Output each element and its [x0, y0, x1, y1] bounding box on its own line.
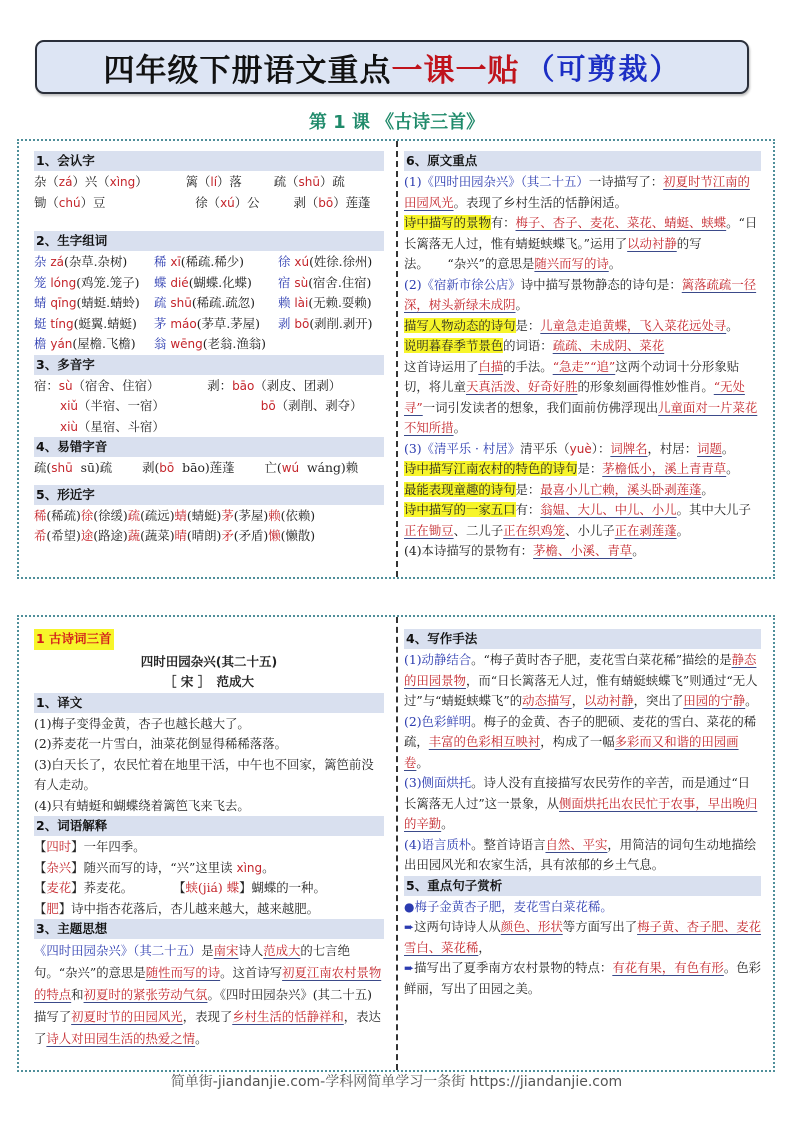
term-item: 【麦花】荞麦花。 【蛱(jiá) 蝶】蝴蝶的一种。: [34, 880, 326, 895]
right-column: [404, 629, 761, 999]
left-column: [34, 151, 384, 547]
column-divider: [396, 617, 398, 1070]
poem-title: 四时田园杂兴(其二十五): [140, 653, 278, 669]
technique-paragraph: (2)色彩鲜明。梅子的金黄、杏子的肥硕、麦花的雪白、菜花的稀疏，丰富的色彩相互映衬，构成了一幅多彩而又和谐的田园画卷。: [404, 713, 757, 770]
translation-line: (1)梅子变得金黄，杏子也越长越大了。: [34, 715, 250, 731]
recognize-row: 锄（chú）豆 徐（xú）公 剥（bō）莲蓬: [34, 194, 371, 210]
unit-badge: 1 古诗词三首: [34, 629, 114, 650]
word-group-item: 蜓 tíng(蜓翼.蜻蜓): [34, 315, 137, 331]
similar-char-item: 晴(晴朗): [174, 528, 222, 543]
analysis-line: ➨描写出了夏季南方农村景物的特点：有花有果，有色有形。色彩鲜丽，写出了田园之美。: [404, 960, 761, 996]
similar-char-item: 蔬(蔬菜): [127, 528, 175, 543]
analysis-line: ➨这两句诗诗人从颜色、形状等方面写出了梅子黄、杏子肥、麦花雪白、菜花稀，: [404, 919, 761, 955]
word-group-row: [34, 252, 384, 273]
title-main: 四年级下册语文重点: [103, 52, 392, 89]
word-group-item: 笼 lóng(鸡笼.笼子): [34, 274, 140, 290]
similar-char-item: 途(路途): [80, 528, 128, 543]
similar-char-item: 徐(徐缓): [80, 507, 128, 523]
term-item: 【杂兴】随兴而写的诗，“兴”这里读 xìng。: [34, 859, 275, 875]
similar-char-list: [34, 506, 384, 547]
translation-line: (3)白天长了，农民忙着在地里干活，中午也不回家，篱笆前没有人走动。: [34, 756, 374, 792]
arrow-right-icon: ➨: [404, 920, 415, 934]
similar-char-item: 矛(矛盾): [221, 528, 269, 543]
word-group-item: 宿 sù(宿舍.住宿): [278, 274, 372, 290]
section-heading: 3、多音字: [34, 355, 384, 375]
left-column: [34, 629, 384, 1050]
similar-char-item: 蜻(蜻蜓): [174, 507, 222, 523]
word-group-item: 杂 zá(杂草.杂树): [34, 254, 128, 269]
polyphone-row: xiù（星宿、斗宿）: [60, 418, 165, 434]
section-heading: 1、会认字: [34, 151, 384, 171]
word-group-list: [34, 252, 384, 355]
word-group-row: [34, 314, 384, 335]
key-point-paragraph: (3)《清平乐 · 村居》清平乐（yuè）：词牌名，村居：词题。 诗中描写江南农村的特色的诗句是：茅檐低小，溪上青青草。 最能表现童趣的诗句是：最喜小儿亡赖，溪头卧剥莲蓬。 诗中描写的一家五口有：翁媪、大儿、中儿、小儿。其中大儿子正在锄豆、二儿子正在织鸡笼、小儿子正在剥莲蓬。: [404, 440, 751, 538]
section-heading: 5、形近字: [34, 485, 384, 505]
similar-char-item: 赖(依赖): [268, 507, 316, 523]
translation-line: (4)只有蜻蜓和蝴蝶绕着篱笆飞来飞去。: [34, 797, 250, 813]
section-heading: 3、主题思想: [34, 919, 384, 939]
word-group-item: 徐 xú(姓徐.徐州): [278, 254, 373, 269]
polyphone-row: 宿：sù（宿舍、住宿） 剥：bāo（剥皮、团剥）: [34, 377, 342, 393]
similar-char-item: 懒(懒散): [268, 528, 316, 543]
word-group-item: 翁 wēng(老翁.渔翁): [154, 336, 266, 351]
key-sentence: ●梅子金黄杏子肥，麦花雪白菜花稀。: [404, 897, 761, 918]
similar-char-item: 疏(疏远): [127, 507, 175, 523]
lesson-card-vocabulary: [17, 139, 775, 579]
section-heading: 4、写作手法: [404, 629, 761, 649]
poem-author: ［ 宋 ］ 范成大: [164, 674, 254, 689]
word-group-item: 檐 yán(屋檐.飞檐): [34, 336, 136, 351]
arrow-right-icon: ➨: [404, 961, 415, 975]
technique-paragraph: (1)动静结合。“梅子黄时杏子肥，麦花雪白菜花稀”描绘的是静态的田园景物，而“日长篱落无人过，惟有蜻蜓蛱蝶飞”则通过“无人过”与“蜻蜓蛱蝶飞”的动态描写，以动衬静，突出了田园的宁静。: [404, 652, 758, 708]
section-heading: 2、词语解释: [34, 816, 384, 836]
title-accent: 一课一贴: [391, 52, 520, 89]
page-title-banner: [35, 40, 749, 94]
section-heading: 6、原文重点: [404, 151, 761, 171]
term-item: 【肥】诗中指杏花落后，杏儿越来越大，越来越肥。: [34, 900, 319, 916]
key-point-paragraph: (2)《宿新市徐公店》诗中描写景物静态的诗句是：篱落疏疏一径深，树头新绿未成阴。 描写人物动态的诗句是：儿童急走追黄蝶，飞入菜花远处寻。 说明暮春季节景色的词语：疏疏、未成阴、菜花 这首诗运用了白描的手法。“急走”“追”这两个动词十分形象贴切，将儿童天真活泼、好奇好胜的形象刻画得惟妙惟肖。“无处寻”一词引发读者的想象，我们面前仿佛浮现出儿童面对一片菜花不知所措。: [404, 276, 758, 435]
similar-char-item: 希(希望): [34, 528, 81, 543]
word-group-row: [34, 293, 384, 314]
technique-paragraph: (3)侧面烘托。诗人没有直接描写农民劳作的辛苦，而是通过“日长篱落无人过”这一景象，从侧面烘托出农民忙于农事，早出晚归的辛勤。: [404, 775, 758, 831]
word-group-item: 蝶 dié(蝴蝶.化蝶): [154, 274, 252, 290]
recognize-row: 杂（zá）兴（xìng） 篱（lí）落 疏（shū）疏: [34, 174, 345, 189]
similar-char-item: 稀(稀疏): [34, 507, 81, 523]
translation-line: (2)荞麦花一片雪白，油菜花倒显得稀稀落落。: [34, 736, 287, 751]
word-group-item: 茅 máo(茅草.茅屋): [154, 315, 260, 331]
section-heading: 1、译文: [34, 693, 384, 713]
key-point-paragraph: (1)《四时田园杂兴》（其二十五）一诗描写了：初夏时节江南的田园风光。表现了乡村生活的恬静闲适。 诗中描写的景物有：梅子、杏子、麦花、菜花、蜻蜓、蛱蝶。“日长篱落无人过，惟有蜻蜓蛱蝶飞。”运用了以动衬静的写法。 “杂兴”的意思是随兴而写的诗。: [404, 174, 758, 271]
section-heading: 5、重点句子赏析: [404, 876, 761, 896]
title-note: （可剪裁）: [525, 51, 681, 86]
word-group-item: 疏 shū(稀疏.疏忽): [154, 295, 255, 310]
technique-paragraph: (4)语言质朴。整首诗语言自然、平实，用简洁的词句生动地描绘出田园风光和农家生活，具有浓郁的乡土气息。: [404, 836, 757, 872]
section-heading: 4、易错字音: [34, 437, 384, 457]
lesson-title: 第 1 课 《古诗三首》: [308, 112, 485, 133]
word-group-item: 蜻 qīng(蜻蜓.蜻蛉): [34, 295, 140, 310]
watermark-footer: 简单街-jiandanjie.com-学科网简单学习一条街 https://jiandanjie.com: [170, 1074, 623, 1090]
section-heading: 2、生字组词: [34, 231, 384, 251]
word-group-row: [34, 273, 384, 294]
similar-char-row: [34, 526, 384, 547]
lesson-card-poem: [17, 615, 775, 1072]
similar-char-row: [34, 506, 384, 527]
word-group-item: 剥 bō(剥削.剥开): [278, 315, 373, 331]
similar-char-item: 茅(茅屋): [221, 507, 269, 523]
misread-row: 疏(shū sū)疏 剥(bō bāo)莲蓬 亡(wú wáng)赖: [34, 460, 359, 475]
word-group-item: 稀 xī(稀疏.稀少): [154, 254, 244, 269]
word-group-row: [34, 334, 384, 355]
circle-bullet-icon: ●: [404, 899, 415, 914]
right-column: [404, 151, 761, 562]
theme-paragraph: 《四时田园杂兴》（其二十五）是南宋诗人范成大的七言绝句。“杂兴”的意思是随性而写的诗。这首诗写初夏江南农村景物的特点和初夏时的紧张劳动气氛。《四时田园杂兴》(其二十五)描写了初夏时节的田园风光，表现了乡村生活的恬静祥和，表达了诗人对田园生活的热爱之情。: [34, 943, 382, 1046]
key-point-paragraph: (4)本诗描写的景物有：茅檐、小溪、青草。: [404, 543, 645, 558]
term-item: 【四时】一年四季。: [34, 839, 146, 854]
polyphone-row: xiǔ（半宿、一宿） bō（剥削、剥夺）: [60, 398, 363, 413]
column-divider: [396, 141, 398, 577]
word-group-item: 赖 lài(无赖.耍赖): [278, 295, 372, 310]
